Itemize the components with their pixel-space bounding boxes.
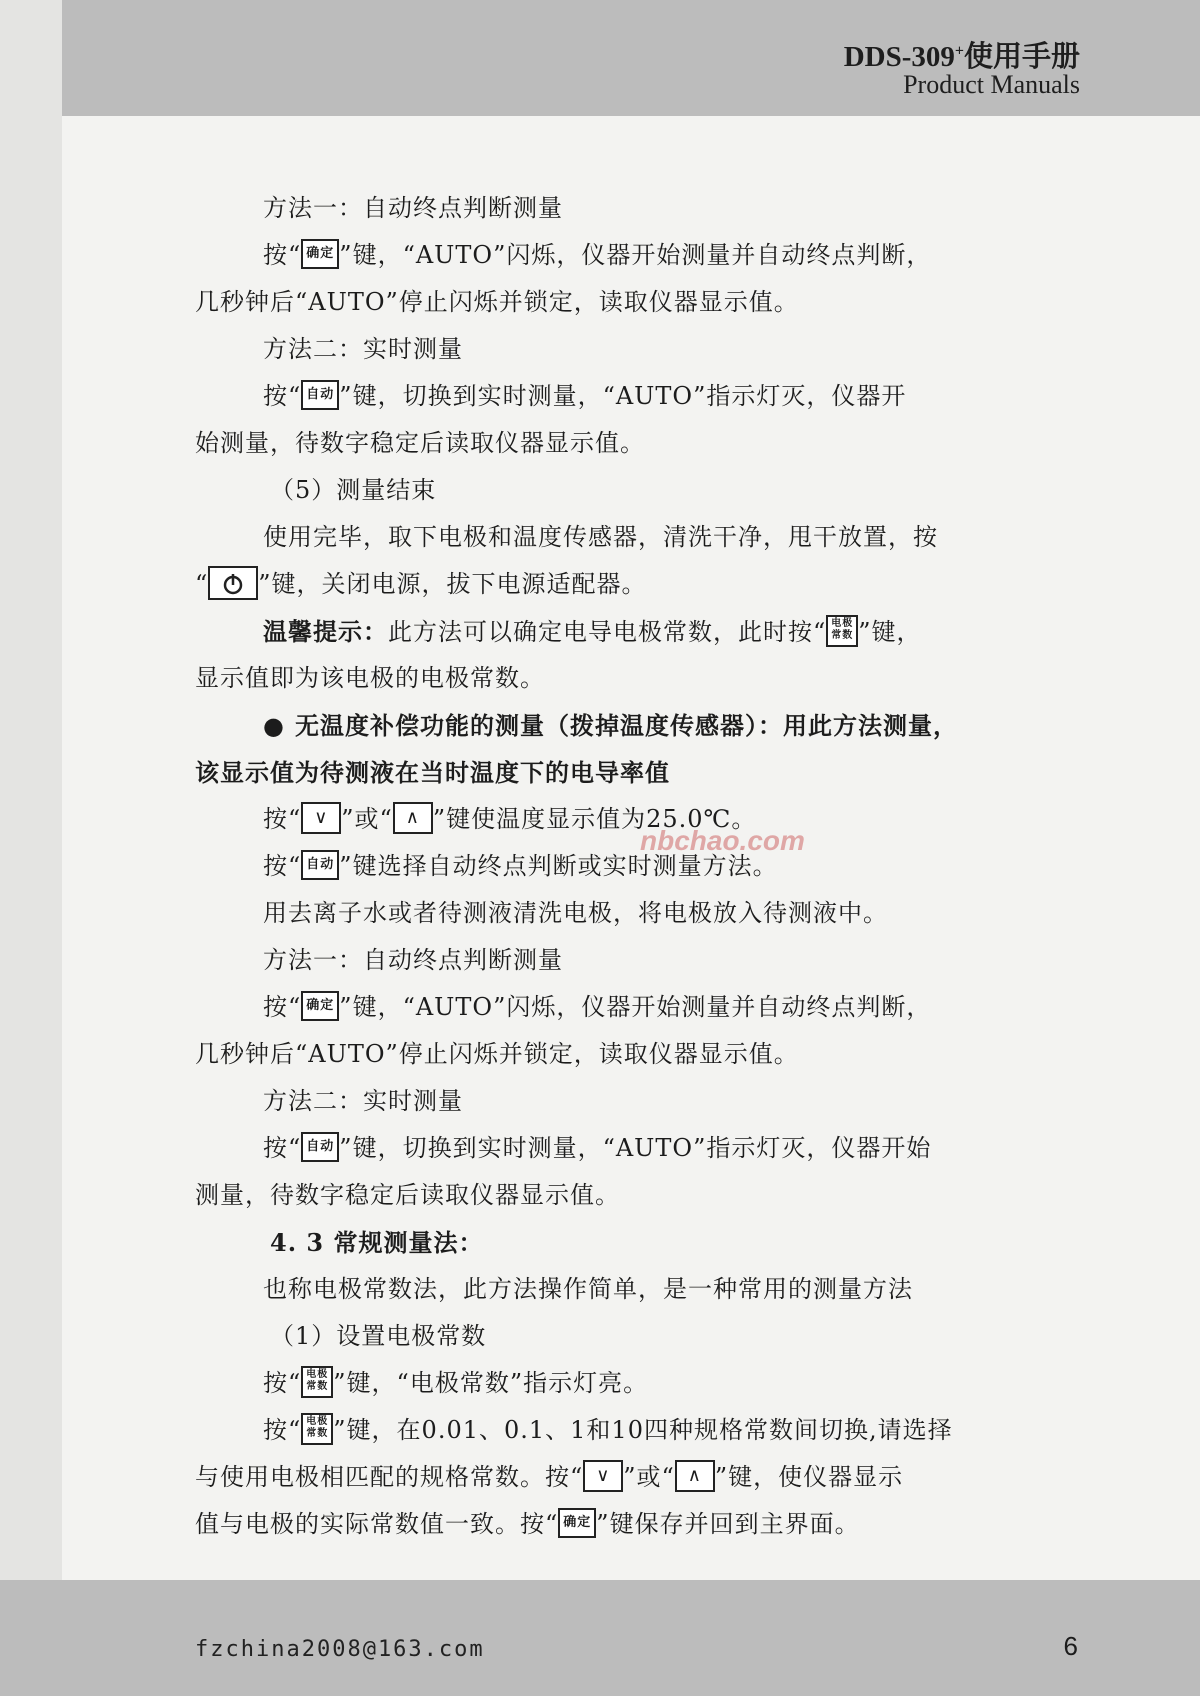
paragraph-line: 也称电极常数法，此方法操作简单，是一种常用的测量方法 — [263, 1275, 913, 1303]
paragraph-line: 按“ 电极 常数 ”键，“电极常数”指示灯亮。 — [195, 1360, 1080, 1407]
paragraph-line: 方法一：自动终点判断测量 — [263, 946, 563, 974]
bullet-heading: ● 无温度补偿功能的测量（拨掉温度传感器）：用此方法测量， — [263, 711, 958, 740]
paragraph-line: 方法二：实时测量 — [263, 1087, 463, 1115]
paragraph-line: 几秒钟后“AUTO”停止闪烁并锁定，读取仪器显示值。 — [195, 1040, 799, 1068]
paragraph-line: 按“ ∨ ”或“ ∧ ”键使温度显示值为25.0℃。 — [195, 796, 1080, 843]
paragraph-line: 按“ 自动 ”键选择自动终点判断或实时测量方法。 — [195, 843, 1080, 890]
paragraph-line: 使用完毕，取下电极和温度传感器，清洗干净，甩干放置，按 — [263, 523, 938, 551]
auto-key-icon: 自动 — [301, 380, 339, 410]
manual-title: DDS-309+使用手册 — [843, 41, 1080, 73]
auto-key-icon: 自动 — [301, 1132, 339, 1162]
up-key-icon: ∧ — [675, 1460, 715, 1492]
paragraph-line: 方法二：实时测量 — [263, 335, 463, 363]
electrode-constant-key-icon: 电极 常数 — [301, 1366, 333, 1398]
confirm-key-icon: 确定 — [558, 1508, 596, 1538]
paragraph-line: 始测量，待数字稳定后读取仪器显示值。 — [195, 429, 645, 457]
manual-subtitle: Product Manuals — [903, 70, 1080, 99]
paragraph-line: 几秒钟后“AUTO”停止闪烁并锁定，读取仪器显示值。 — [195, 288, 799, 316]
section-heading: （1）设置电极常数 — [270, 1322, 487, 1350]
page-number: 6 — [1063, 1631, 1078, 1661]
bullet-heading: 该显示值为待测液在当时温度下的电导率值 — [195, 758, 670, 787]
paragraph-line: 按“ 确定 ”键，“AUTO”闪烁，仪器开始测量并自动终点判断， — [195, 984, 1080, 1031]
paragraph-line: 测量，待数字稳定后读取仪器显示值。 — [195, 1181, 620, 1209]
bullet-icon: ● — [263, 711, 285, 740]
down-key-icon: ∨ — [301, 802, 341, 834]
electrode-constant-key-icon: 电极 常数 — [826, 615, 858, 647]
power-key-icon — [208, 566, 258, 600]
down-key-icon: ∨ — [583, 1460, 623, 1492]
binding-spine — [0, 0, 62, 1696]
section-heading: （5）测量结束 — [270, 476, 437, 504]
paragraph-line: 按“ 自动 ”键，切换到实时测量，“AUTO”指示灯灭，仪器开始 — [195, 1125, 1080, 1172]
paragraph-line: 值与电极的实际常数值一致。按“ 确定 ”键保存并回到主界面。 — [195, 1501, 1080, 1548]
section-heading: 4. 3 常规测量法： — [270, 1228, 484, 1257]
up-key-icon: ∧ — [393, 802, 433, 834]
auto-key-icon: 自动 — [301, 850, 339, 880]
tip-line: 温馨提示：此方法可以确定电导电极常数，此时按“ 电极 常数 ”键， — [195, 608, 1080, 655]
confirm-key-icon: 确定 — [301, 991, 339, 1021]
paragraph-line: 方法一：自动终点判断测量 — [263, 194, 563, 222]
paragraph-line: 按“ 电极 常数 ”键，在0.01、0.1、1和10四种规格常数间切换,请选择 — [195, 1407, 1080, 1454]
footer-band — [0, 1580, 1200, 1696]
footer-email: fzchina2008@163.com — [195, 1637, 485, 1662]
paragraph-line: 与使用电极相匹配的规格常数。按“ ∨ ”或“ ∧ ”键，使仪器显示 — [195, 1454, 1080, 1501]
electrode-constant-key-icon: 电极 常数 — [301, 1413, 333, 1445]
page-body — [195, 185, 1080, 1548]
confirm-key-icon: 确定 — [301, 239, 339, 269]
paragraph-line: 按“ 确定 ”键，“AUTO”闪烁，仪器开始测量并自动终点判断， — [195, 232, 1080, 279]
watermark: nbchao.com — [640, 825, 805, 856]
paragraph-line: 显示值即为该电极的电极常数。 — [195, 664, 545, 692]
paragraph-line: 用去离子水或者待测液清洗电极，将电极放入待测液中。 — [263, 899, 888, 927]
paragraph-line: 按“ 自动 ”键，切换到实时测量，“AUTO”指示灯灭，仪器开 — [195, 373, 1080, 420]
paragraph-line: “ ”键，关闭电源，拔下电源适配器。 — [195, 561, 1080, 608]
